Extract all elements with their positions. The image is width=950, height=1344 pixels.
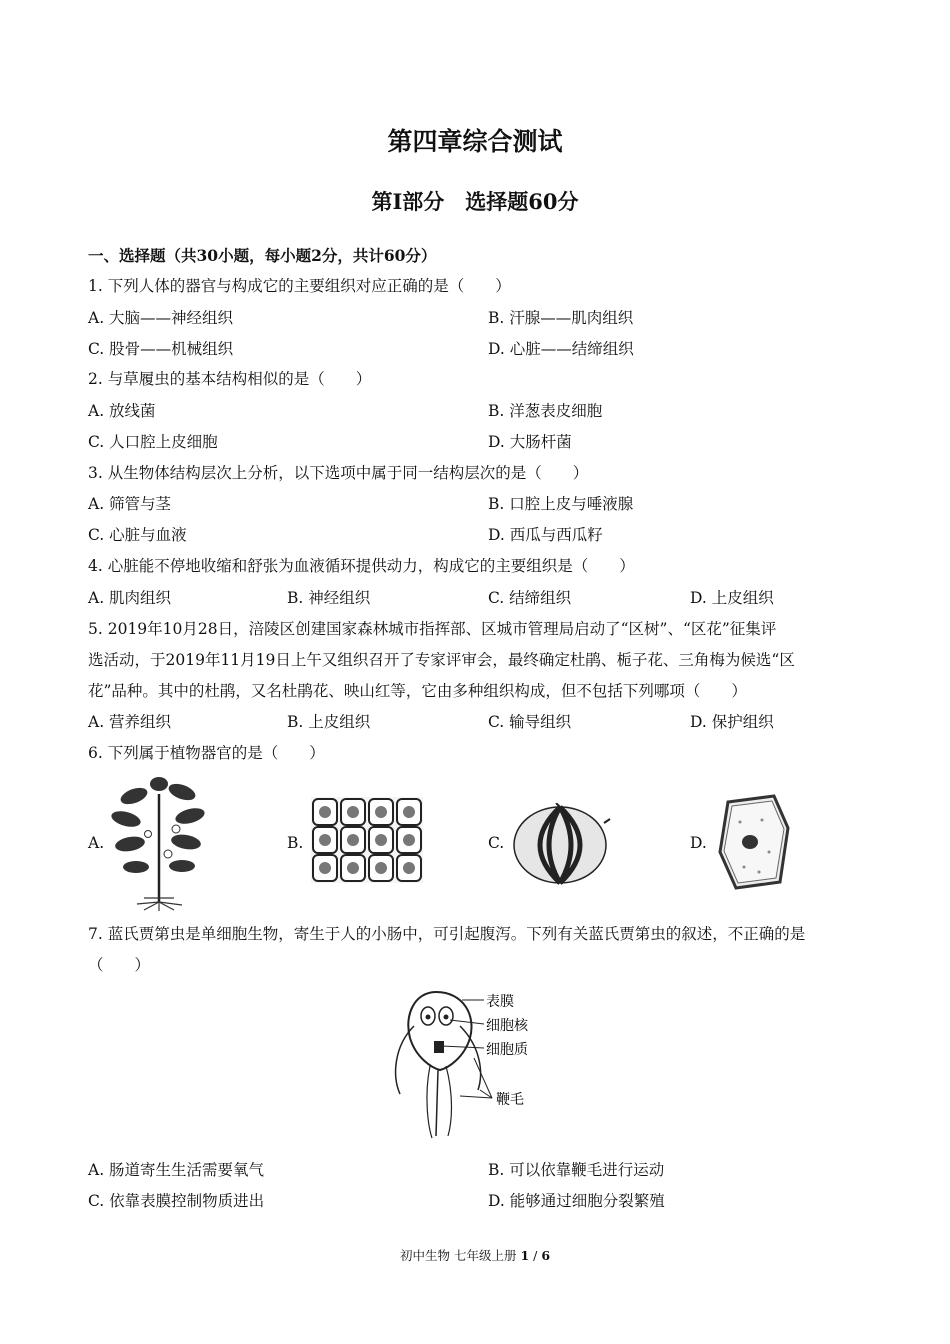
label-cytoplasm: 细胞质 (486, 1042, 528, 1058)
q2-option-d[interactable]: D. 大肠杆菌 (488, 433, 572, 451)
watermelon-image (508, 803, 612, 885)
q7-option-c[interactable]: C. 依靠表膜控制物质进出 (88, 1192, 265, 1210)
q7-option-a[interactable]: A. 肠道寄生生活需要氧气 (88, 1161, 265, 1179)
q5-option-a[interactable]: A. 营养组织 (88, 713, 172, 731)
q3-option-b[interactable]: B. 口腔上皮与唾液腺 (488, 495, 634, 513)
q5-option-c[interactable]: C. 输导组织 (488, 713, 572, 731)
page-footer (0, 1246, 950, 1264)
q1-option-b[interactable]: B. 汗腺——肌肉组织 (488, 309, 634, 327)
q1-option-d[interactable]: D. 心脏——结缔组织 (488, 340, 634, 358)
question-6-stem: 6. 下列属于植物器官的是（ ） (88, 744, 325, 762)
footer-text: 初中生物 七年级上册 (399, 1248, 517, 1263)
page-title: 第四章综合测试 (387, 127, 563, 156)
question-5-stem-line-3: 花”品种。其中的杜鹃，又名杜鹃花、映山红等，它由多种组织构成，但不包括下列哪项（ ） (88, 682, 747, 700)
q6-option-b[interactable]: B. (287, 834, 304, 852)
q3-option-d[interactable]: D. 西瓜与西瓜籽 (488, 526, 603, 544)
q4-option-b[interactable]: B. 神经组织 (287, 589, 371, 607)
q4-option-d[interactable]: D. 上皮组织 (690, 589, 774, 607)
q7-option-b[interactable]: B. 可以依靠鞭毛进行运动 (488, 1161, 665, 1179)
question-5-stem-line-1: 5. 2019年10月28日，涪陵区创建国家森林城市指挥部、区城市管理局启动了“区树”、“区花”征集评 (88, 620, 777, 638)
question-1-stem: 1. 下列人体的器官与构成它的主要组织对应正确的是（ ） (88, 277, 511, 295)
q6-option-c[interactable]: C. (488, 834, 505, 852)
label-nucleus: 细胞核 (486, 1018, 528, 1034)
footer-page: 1 (520, 1248, 530, 1263)
part-heading: 一、选择题（共30小题，每小题2分，共计60分） (88, 246, 437, 265)
question-2-stem: 2. 与草履虫的基本结构相似的是（ ） (88, 370, 372, 388)
q2-option-c[interactable]: C. 人口腔上皮细胞 (88, 433, 218, 451)
q5-option-b[interactable]: B. 上皮组织 (287, 713, 371, 731)
q4-option-c[interactable]: C. 结缔组织 (488, 589, 572, 607)
question-7-stem-line-1: 7. 蓝氏贾第虫是单细胞生物，寄生于人的小肠中，可引起腹泻。下列有关蓝氏贾第虫的叙述，不正确的是 (88, 925, 806, 943)
q5-option-d[interactable]: D. 保护组织 (690, 713, 774, 731)
q3-option-a[interactable]: A. 筛管与茎 (88, 495, 172, 513)
q2-option-a[interactable]: A. 放线菌 (88, 402, 156, 420)
q2-option-b[interactable]: B. 洋葱表皮细胞 (488, 402, 603, 420)
plant-image (104, 774, 214, 912)
q4-option-a[interactable]: A. 肌肉组织 (88, 589, 172, 607)
cell-tissue-image (311, 797, 423, 883)
q1-option-c[interactable]: C. 股骨——机械组织 (88, 340, 234, 358)
footer-total: 6 (541, 1248, 551, 1263)
label-flagella: 鞭毛 (496, 1092, 524, 1108)
question-3-stem: 3. 从生物体结构层次上分析，以下选项中属于同一结构层次的是（ ） (88, 464, 589, 482)
plant-cell-image (714, 792, 792, 892)
label-pellicle: 表膜 (486, 994, 514, 1010)
question-4-stem: 4. 心脏能不停地收缩和舒张为血液循环提供动力，构成它的主要组织是（ ） (88, 557, 635, 575)
q7-option-d[interactable]: D. 能够通过细胞分裂繁殖 (488, 1192, 665, 1210)
q3-option-c[interactable]: C. 心脏与血液 (88, 526, 187, 544)
question-5-stem-line-2: 选活动，于2019年11月19日上午又组织召开了专家评审会，最终确定杜鹃、栀子花、三角梅为候选“区 (88, 651, 795, 669)
giardia-diagram (384, 986, 574, 1142)
question-7-stem-line-2: （ ） (88, 956, 151, 974)
q6-option-d[interactable]: D. (690, 834, 707, 852)
q1-option-a[interactable]: A. 大脑——神经组织 (88, 309, 234, 327)
section-title: 第Ⅰ部分 选择题60分 (371, 189, 579, 214)
q6-option-a[interactable]: A. (88, 834, 105, 852)
footer-sep: / (529, 1248, 542, 1263)
